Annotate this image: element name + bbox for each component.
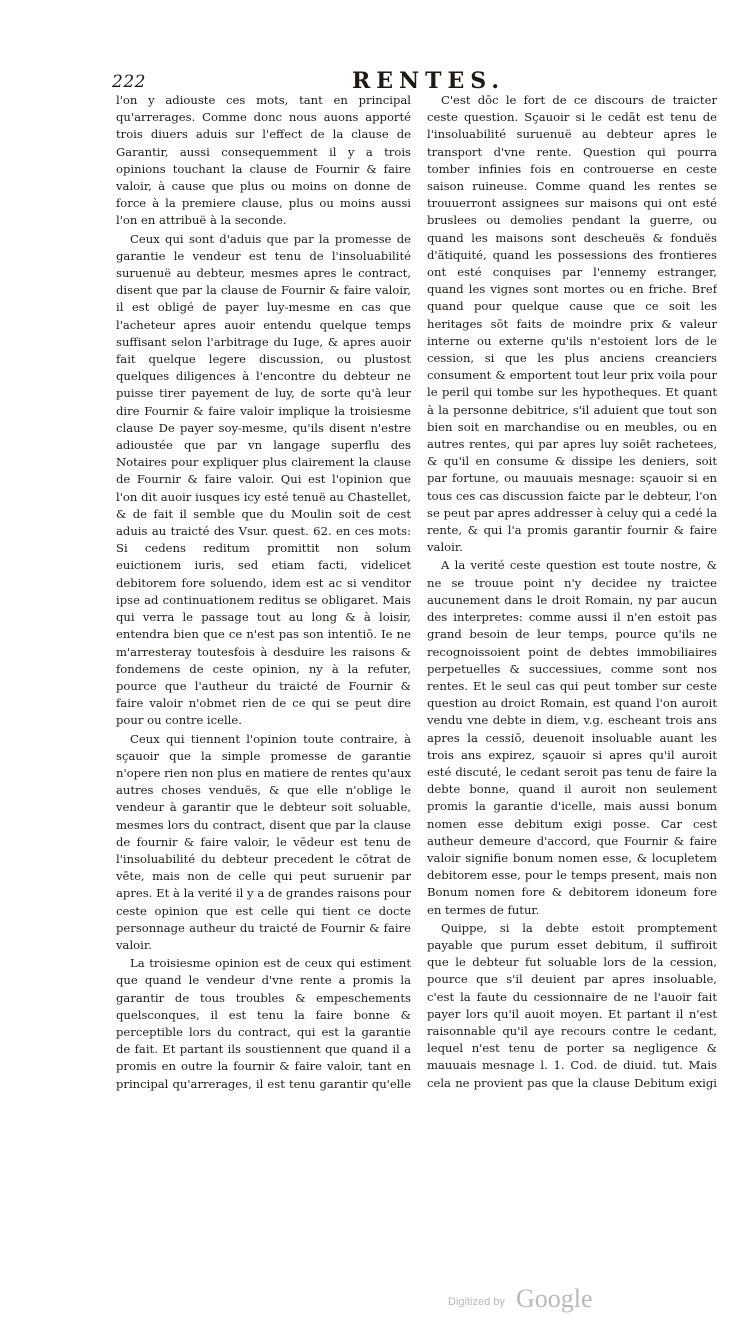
paragraph: Ceux qui sont d'aduis que par la promesse de garantie le vendeur est tenu de l'insoluabilité suruenuë au debteur, mesmes apres le contract, disent que par la clause de Fournir & faire valoir, il est obligé de payer luy-mesme en cas que l'acheteur apres auoir entendu quelque temps suffisant selon l'arbitrage du Iuge, & apres auoir fait quelque legere discussion, ou plustost quelques diligences à l'encontre du debteur ne puisse tirer payement de luy, de sorte qu'à leur dire Fournir & faire valoir implique la troisiesme clause De payer soy-mesme, qu'ils disent n'estre adioustée que par vn langage superflu des Notaires pour expliquer plus clairement la clause de Fournir & faire valoir. Qui est l'opinion que l'on dit auoir iusques icy esté tenuë au Chastellet, & de fait il semble que du Moulin soit de cest aduis au traicté des Vsur. quest. 62. en ces mots: Si cedens reditum promittit non solum euictionem iuris, sed etiam facti, videlicet debitorem fore soluendo, idem est ac si venditor ipse ad continuationem reditus se obligaret. Mais qui verra le passage tout au long & à loisir, entendra bien que ce n'est pas son intentiō. Ie ne m'arresteray toutesfois à desduire les raisons & fondemens de ceste opinion, ny à la refuter, pource que l'autheur du traicté de Fournir & faire valoir n'obmet rien de ce qui se peut dire pour ou contre icelle. — [116, 231, 411, 728]
paragraph: Ceux qui tiennent l'opinion toute contraire, à sçauoir que la simple promesse de garantie n'opere rien non plus en matiere de rentes qu'aux autres choses venduës, & que elle n'oblige le vendeur à garantir que le debteur soit soluable, mesmes lors du contract, disent que par la clause de fournir & faire valoir, le vēdeur est tenu de l'insoluabilité du debteur precedent le cōtrat de vēte, mais non de celle qui peut suruenir par apres. Et à la verité il y a de grandes raisons pour ceste opinion que est celle qui tient ce docte personnage autheur du traicté de Fournir & faire valoir. — [116, 731, 411, 952]
paragraph: l'on y adiouste ces mots, tant en principal qu'arrerages. Comme donc nous auons apporté trois diuers aduis sur l'effect de la clause de Garantir, aussi consequemment il y a trois opinions touchant la clause de Fournir & faire valoir, à cause que plus ou moins on donne de force à la premiere clause, plus ou moins aussi l'on en attribuë à la seconde. — [116, 93, 411, 228]
paragraph: A la verité ceste question est toute nostre, & ne se trouue point n'y decidee ny traictee aucunement dans le droit Romain, ny par aucun des interpretes: comme aussi il n'en estoit pas grand besoin de leur temps, pource qu'ils ne recognoissoient point de debtes immobiliaires perpetuelles & successiues, comme sont nos rentes. Et le seul cas qui peut tomber sur ceste question au droict Romain, est quand l'on auroit vendu vne debte in diem, v.g. escheant trois ans apres la cessiō, deuenoit insoluable auant les trois ans expirez, sçauoir si apres qu'il auroit esté discuté, le cedant seroit pas tenu de faire la debte bonne, quand il auroit non seulement promis la garantie d'icelle, mais aussi bonum nomen esse debitum exigi posse. Car cest autheur demeure d'accord, que Fournir & faire valoir signifie bonum nomen esse, & locupletem debitorem esse, pour le temps present, mais non Bonum nomen fore & debitorem idoneum fore en termes de futur. — [427, 558, 717, 917]
page-number: 222 — [112, 72, 146, 92]
right-column — [427, 92, 717, 1092]
paragraph: C'est dōc le fort de ce discours de traicter ceste question. Sçauoir si le cedāt est tenu de l'insoluabilité suruenuë au debteur apres le transport d'vne rente. Question qui pourra tomber infinies fois en controuerse en ceste saison ruineuse. Comme quand les rentes se trouuerront assignees sur maisons qui ont esté bruslees ou demolies pendant la guerre, ou quand les maisons sont descheuës & fonduës d'ãtiquité, quand les possessions des frontieres ont esté conquises par l'ennemy estranger, quand les vignes sont mortes ou en friche. Bref quand pour quelque cause que ce soit les heritages sōt faits de moindre prix & valeur interne ou externe qu'ils n'estoient lors de le cession, si que les plus anciens creanciers consument & emportent tout leur prix voila pour le peril qui tombe sur les hypotheques. Et quant à la personne debitrice, s'il aduient que tout son bien soit en marchandise ou en meubles, ou en autres rentes, qui par apres luy soiēt rachetees, & qu'il en consume & dissipe les deniers, soit par fortune, ou mauuais mesnage: sçauoir si en tous ces cas discussion faicte par le debteur, l'on se peut par apres addresser à celuy qui a cedé la rente, & qui l'a promis garantir fournir & faire valoir. — [427, 93, 717, 555]
running-title: RENTES. — [352, 68, 506, 94]
paragraph: Quippe, si la debte estoit promptement payable que purum esset debitum, il suffiroit que le debteur fut soluable lors de la cession, pource que s'il deuient par apres insoluable, c'est la faute du cessionnaire de ne l'auoir fait payer lors qu'il auoit moyen. Et partant il n'est raisonnable qu'il aye recours contre le cedant, lequel n'est tenu de porter sa negligence & mauuais mesnage l. 1. Cod. de diuid. tut. Mais cela ne provient pas que la clause Debitum exigi — [427, 920, 717, 1090]
digitized-watermark — [448, 1284, 628, 1314]
google-logo: Google — [516, 1284, 593, 1313]
watermark-prefix: Digitized by — [448, 1296, 505, 1308]
left-column — [116, 92, 411, 1092]
paragraph: La troisiesme opinion est de ceux qui estiment que quand le vendeur d'vne rente a promis la garantir de tous troubles & empeschements quelsconques, il est tenu la faire bonne & perceptible lors du contract, qui est la garantie de fait. Et partant ils soustiennent que quand il a promis en outre la fournir & faire valoir, tant en principal qu'arrerages, il est tenu garantir qu'elle — [116, 956, 411, 1091]
